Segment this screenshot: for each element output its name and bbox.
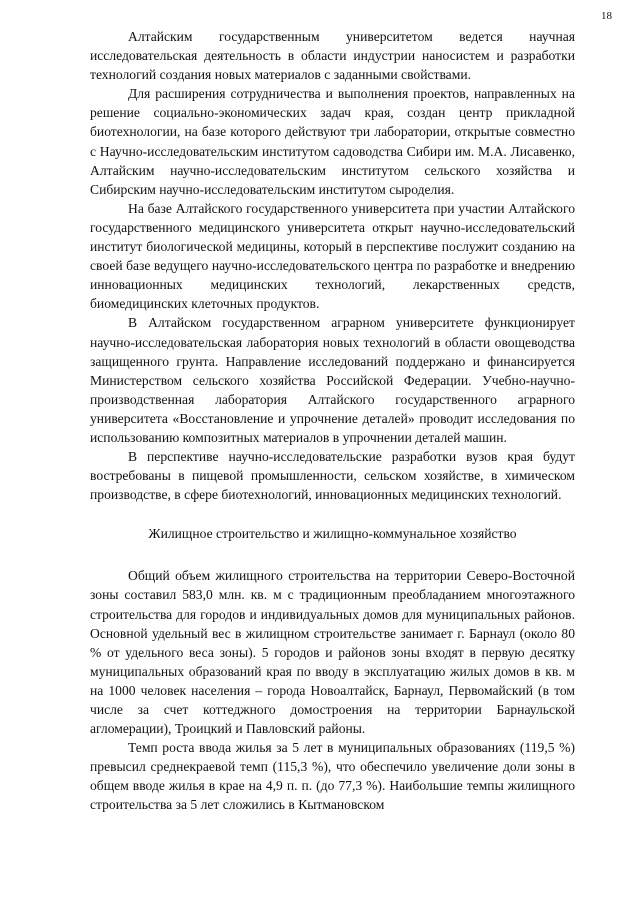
paragraph-bio-medicine-institute: На базе Алтайского государственного университета при участии Алтайского государственного медицинского университета открыт научно-исследовательский институт биологической медицины, который в перспективе послужит созданию на своей базе ведущего научно-исследовательского центра по разработке и внедрению инновационных медицинских технологий, лекарственных средств, биомедицинских клеточных продуктов.: [90, 200, 575, 312]
section-heading: Жилищное строительство и жилищно-коммунальное хозяйство: [148, 526, 517, 542]
paragraph-biotech-center: Для расширения сотрудничества и выполнения проектов, направленных на решение социально-экономических задач края, создан центр прикладной биотехнологии, на базе которого действуют три лаборатории, открытые совместно с Научно-исследовательским институтом садоводства Сибири им. М.А. Лисавенко, Алтайским научно-исследовательским институтом сельского хозяйства и Сибирским научно-исследовательским институтом сыроделия.: [90, 86, 575, 197]
paragraph-agu-nanosystems: Алтайским государственным университетом ведется научная исследовательская деятельность в области индустрии наносистем и разработки технологий создания новых материалов с заданными свойствами.: [90, 29, 575, 83]
document-body: [90, 27, 575, 815]
paragraph-research-outlook: В перспективе научно-исследовательские разработки вузов края будут востребованы в пищевой промышленности, сельском хозяйстве, в химическом производстве, в сфере биотехнологий, инновационных медицинских технологий.: [90, 449, 575, 503]
paragraph-agrarian-university-lab: В Алтайском государственном аграрном университете функционирует научно-исследовательская лаборатория новых технологий в области овощеводства защищенного грунта. Направление исследований поддержано и финансируется Министерством сельского хозяйства Российской Федерации. Учебно-научно-производственная лаборатория Алтайского государственного аграрного университета «Восстановление и упрочнение деталей» проводит исследования по использованию композитных материалов в упрочнении деталей машин.: [90, 315, 575, 445]
page-number: 18: [601, 10, 612, 22]
paragraph-housing-growth: Темп роста ввода жилья за 5 лет в муниципальных образованиях (119,5 %) превысил среднекраевой темп (115,3 %), что обеспечило увеличение доли зоны в общем вводе жилья в крае на 4,9 п. п. (до 77,3 %). Наибольшие темпы жилищного строительства за 5 лет сложились в Кытмановском: [90, 740, 575, 813]
paragraph-housing-volume: Общий объем жилищного строительства на территории Северо-Восточной зоны составил 583,0 млн. кв. м с традиционным преобладанием многоэтажного строительства для городов и индивидуальных домов для муниципальных районов. Основной удельный вес в жилищном строительстве занимает г. Барнаул (около 80 % от удельного веса зоны). 5 городов и районов зоны входят в первую десятку муниципальных образований края по вводу в эксплуатацию жилых домов в кв. м на 1000 человек населения – города Новоалтайск, Барнаул, Первомайский (в том числе за счет коттеджного домостроения на территории Барнаульской агломерации), Троицкий и Павловский районы.: [90, 568, 575, 737]
